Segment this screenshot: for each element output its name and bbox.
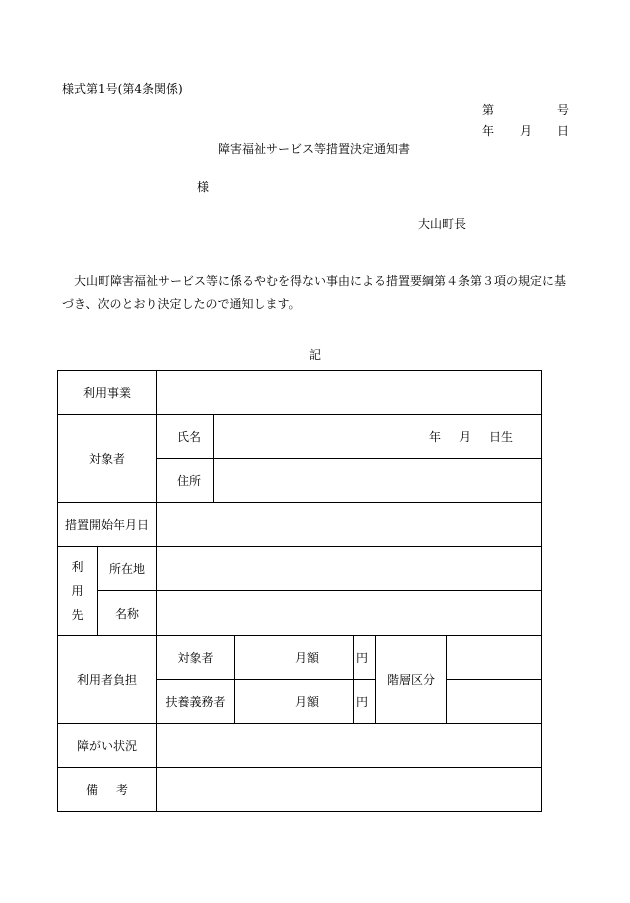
provider-name-value xyxy=(157,591,542,636)
date-month-label: 月 xyxy=(520,124,533,138)
dob-month-label: 月 xyxy=(459,430,472,444)
service-label: 利用事業 xyxy=(58,371,157,415)
dob-day-label: 日生 xyxy=(489,430,514,444)
decision-table xyxy=(57,370,542,812)
burden-subject-amount-label: 月額 xyxy=(235,636,354,680)
address-value xyxy=(214,459,542,503)
name-value xyxy=(214,415,542,459)
burden-guardian-yen: 円 xyxy=(354,680,376,724)
disability-label: 障がい状況 xyxy=(58,724,157,768)
date-day-label: 日 xyxy=(557,124,570,138)
burden-label: 利用者負担 xyxy=(58,636,157,724)
tier-value-1 xyxy=(447,636,542,680)
burden-guardian-label: 扶養義務者 xyxy=(157,680,235,724)
ki-heading: 記 xyxy=(309,348,322,362)
provider-label: 利 用 先 xyxy=(58,547,98,636)
doc-number-suffix: 号 xyxy=(557,103,570,117)
burden-guardian-amount-label: 月額 xyxy=(235,680,354,724)
start-date-value xyxy=(157,503,542,547)
issuer: 大山町長 xyxy=(418,217,467,231)
form-number: 様式第1号(第4条関係) xyxy=(62,82,183,96)
start-date-label: 措置開始年月日 xyxy=(58,503,157,547)
location-value xyxy=(157,547,542,591)
remarks-value xyxy=(157,768,542,812)
service-value xyxy=(157,371,542,415)
dob-year-label: 年 xyxy=(428,430,441,444)
provider-name-label: 名称 xyxy=(98,591,157,636)
tier-value-2 xyxy=(447,680,542,724)
tier-label: 階層区分 xyxy=(376,636,447,724)
doc-number-prefix: 第 xyxy=(482,103,495,117)
notice-paragraph: 大山町障害福祉サービス等に係るやむを得ない事由による措置要綱第４条第３項の規定に基づき、次のとおり決定したので通知します。 xyxy=(62,274,567,311)
subject-label: 対象者 xyxy=(58,415,157,503)
date-year-label: 年 xyxy=(482,124,495,138)
disability-value xyxy=(157,724,542,768)
address-label: 住所 xyxy=(157,459,214,503)
name-label: 氏名 xyxy=(157,415,214,459)
document-title: 障害福祉サービス等措置決定通知書 xyxy=(218,142,411,156)
burden-subject-label: 対象者 xyxy=(157,636,235,680)
remarks-label: 備 考 xyxy=(58,768,157,812)
burden-subject-yen: 円 xyxy=(354,636,376,680)
addressee-suffix: 様 xyxy=(197,180,210,194)
location-label: 所在地 xyxy=(98,547,157,591)
